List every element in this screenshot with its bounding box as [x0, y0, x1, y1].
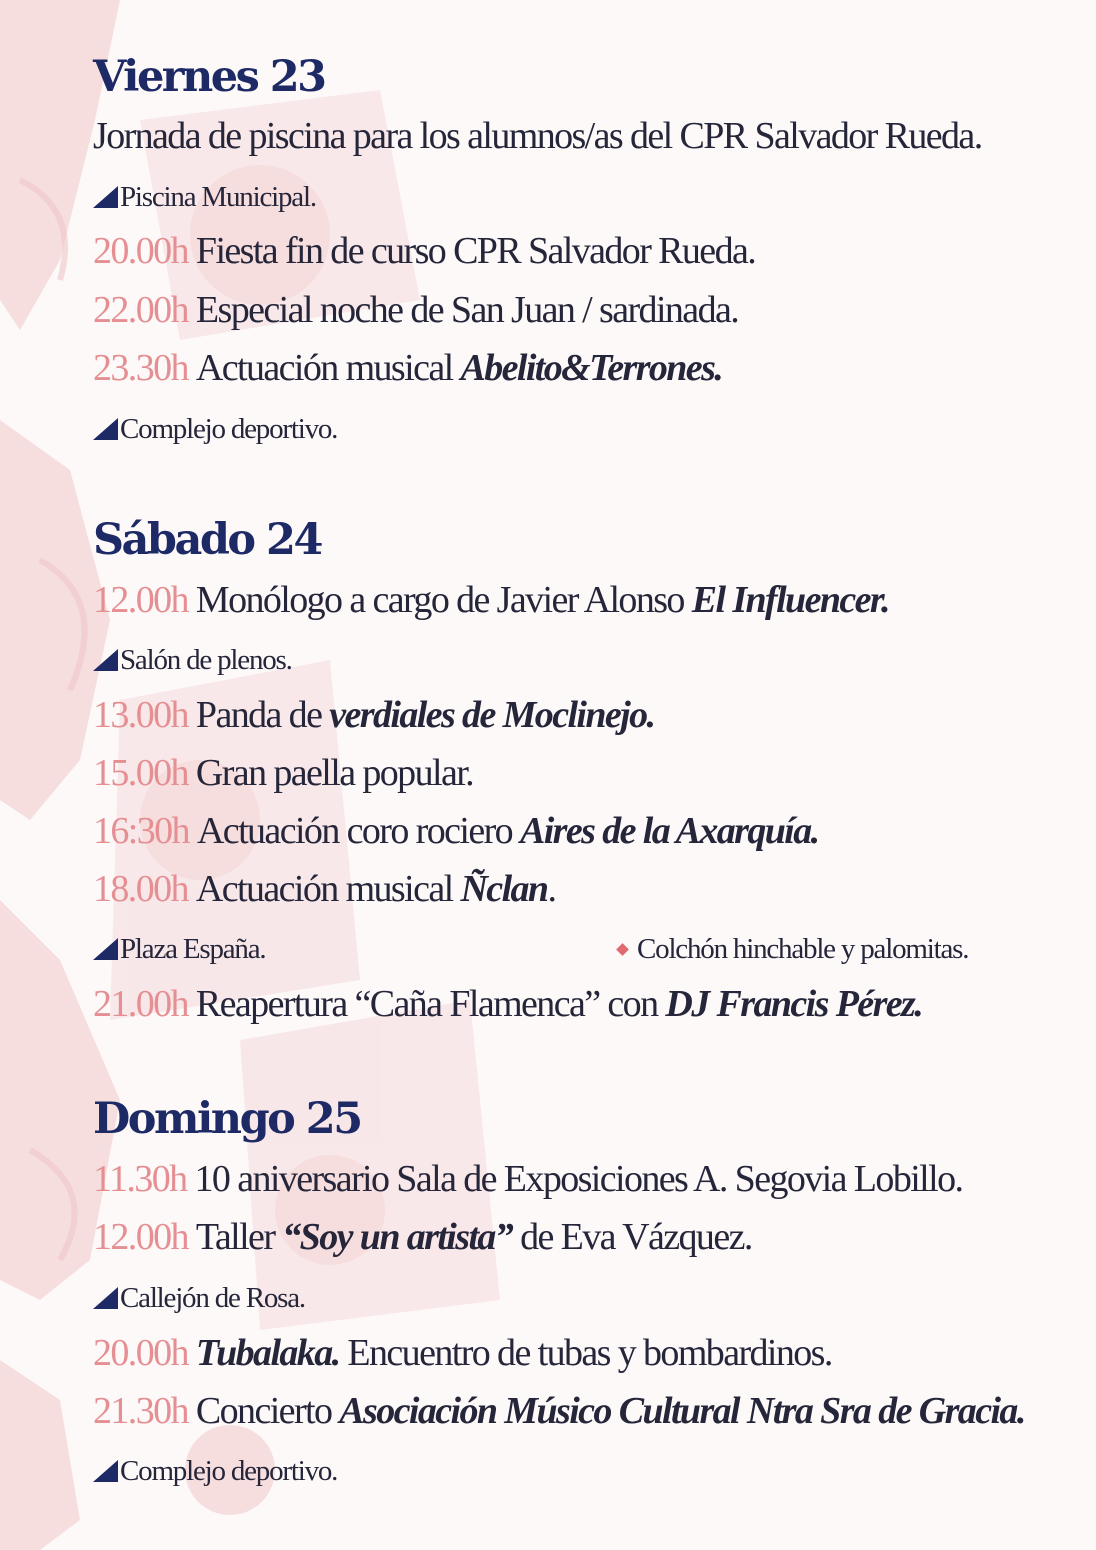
event-line	[93, 866, 555, 912]
event-text: Actuación musical	[195, 868, 461, 910]
event-line	[93, 228, 755, 274]
location-line	[93, 931, 1073, 967]
location-line	[93, 1453, 337, 1489]
event-line	[93, 1330, 832, 1376]
event-text: Gran paella popular.	[195, 752, 474, 794]
location-text: Plaza España.	[120, 933, 266, 965]
event-emphasis: Tubalaka.	[195, 1332, 340, 1374]
triangle-icon	[93, 649, 118, 671]
event-time: 12.00h	[93, 579, 188, 621]
event-time: 18.00h	[93, 868, 188, 910]
event-line	[93, 808, 819, 854]
event-text: Actuación coro rociero	[196, 810, 520, 852]
event-time: 15.00h	[93, 752, 188, 794]
event-line	[93, 1388, 1025, 1434]
event-emphasis: Asociación Músico Cultural Ntra Sra de Gracia.	[339, 1390, 1025, 1432]
location-line	[93, 411, 337, 447]
triangle-icon	[93, 418, 118, 440]
event-emphasis: Ñclan	[460, 868, 548, 910]
location-text: Complejo deportivo.	[120, 413, 338, 445]
event-emphasis: Abelito&Terrones.	[460, 347, 723, 389]
event-text: Taller	[195, 1216, 283, 1258]
location-line	[93, 1280, 305, 1316]
diamond-icon	[616, 943, 629, 956]
event-text: Concierto	[195, 1390, 340, 1432]
event-line	[93, 750, 473, 796]
event-text-after: de Eva Vázquez.	[512, 1216, 752, 1258]
event-text-after: Encuentro de tubas y bombardinos.	[339, 1332, 832, 1374]
event-emphasis: “Soy un artista”	[282, 1216, 513, 1258]
event-emphasis: Aires de la Axarquía.	[519, 810, 819, 852]
triangle-icon	[93, 938, 118, 960]
event-time: 21.30h	[93, 1390, 188, 1432]
location-line	[93, 179, 316, 215]
event-time: 13.00h	[93, 694, 188, 736]
event-emphasis: DJ Francis Pérez.	[665, 983, 923, 1025]
event-text: Panda de	[195, 694, 330, 736]
event-time: 21.00h	[93, 983, 188, 1025]
day-heading: Domingo 25	[93, 1094, 361, 1144]
location-text: Salón de plenos.	[120, 644, 292, 676]
triangle-icon	[93, 186, 118, 208]
extra-note-text: Colchón hinchable y palomitas.	[637, 933, 969, 965]
location-text: Complejo deportivo.	[120, 1455, 338, 1487]
event-time: 12.00h	[93, 1216, 188, 1258]
extra-note	[618, 931, 968, 967]
event-time: 20.00h	[93, 1332, 188, 1374]
event-emphasis: verdiales de Moclinejo.	[329, 694, 655, 736]
event-text: Jornada de piscina para los alumnos/as del CPR Salvador Rueda.	[93, 115, 982, 157]
day-heading: Sábado 24	[93, 515, 321, 565]
event-line	[93, 345, 722, 391]
event-time: 23.30h	[93, 347, 188, 389]
event-text: Actuación musical	[195, 347, 461, 389]
event-line	[93, 577, 889, 623]
triangle-icon	[93, 1287, 118, 1309]
event-text: Monólogo a cargo de Javier Alonso	[195, 579, 692, 621]
event-line	[93, 981, 922, 1027]
event-line	[93, 1156, 962, 1202]
event-line	[93, 113, 982, 159]
event-time: 11.30h	[93, 1158, 187, 1200]
event-emphasis: El Influencer.	[691, 579, 889, 621]
location-text: Callejón de Rosa.	[120, 1282, 305, 1314]
event-text: Reapertura “Caña Flamenca” con	[195, 983, 666, 1025]
event-text-after: .	[547, 868, 556, 910]
day-heading: Viernes 23	[93, 52, 325, 102]
event-line	[93, 287, 738, 333]
event-text: 10 aniversario Sala de Exposiciones A. Segovia Lobillo.	[194, 1158, 963, 1200]
event-time: 20.00h	[93, 230, 188, 272]
event-text: Fiesta fin de curso CPR Salvador Rueda.	[195, 230, 756, 272]
event-line	[93, 692, 654, 738]
event-text: Especial noche de San Juan / sardinada.	[195, 289, 739, 331]
location-text: Piscina Municipal.	[120, 181, 316, 213]
event-time: 22.00h	[93, 289, 188, 331]
event-time: 16:30h	[93, 810, 189, 852]
event-line	[93, 1214, 752, 1260]
triangle-icon	[93, 1460, 118, 1482]
location-line	[93, 642, 292, 678]
